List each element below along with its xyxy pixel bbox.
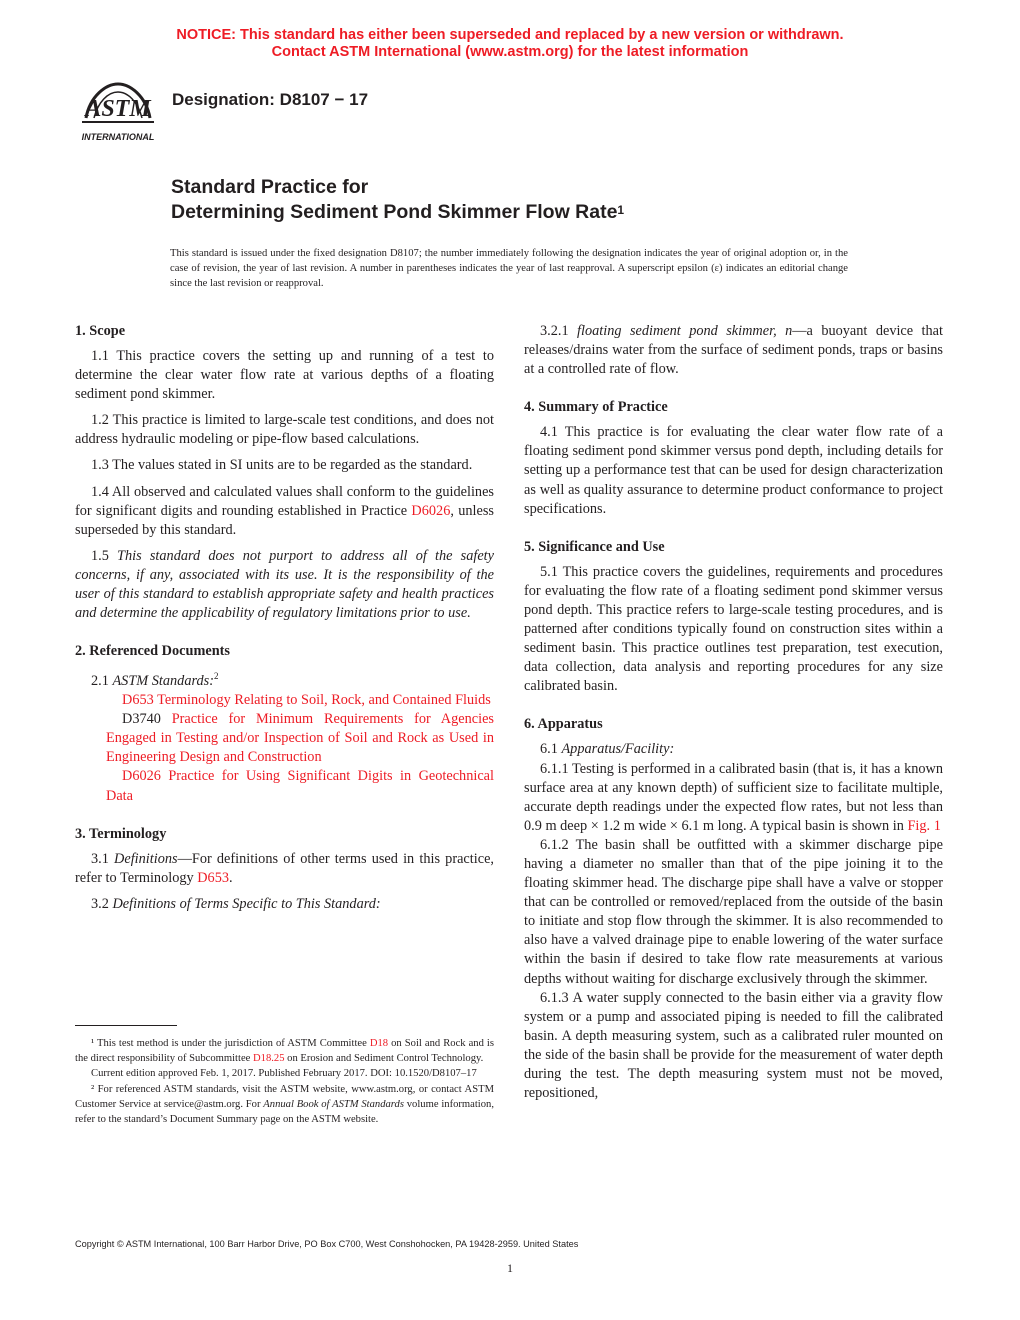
paragraph-number: 3.1 [91, 850, 115, 867]
reference-d3740 [75, 710, 494, 767]
footnote-text: ² For referenced ASTM standards, visit the ASTM website, www.astm.org, or contact ASTM Customer Service at service@astm.org. For [75, 1083, 494, 1110]
left-column [75, 322, 494, 914]
copyright: Copyright © ASTM International, 100 Barr Harbor Drive, PO Box C700, West Conshohocken, PA 19428-2959. United States [75, 1239, 579, 1249]
link-d6026[interactable]: D6026 [411, 502, 451, 519]
link-fig-1[interactable]: Fig. 1 [907, 817, 941, 834]
section-heading-referenced-documents: 2. Referenced Documents [75, 643, 230, 660]
paragraph-5-1: 5.1 This practice covers the guidelines, requirements and procedures for evaluating the flow rate of a floating sediment pond skimmer versus pond depth. This practice refers to large-scale testing procedures, and is patterned after conditions typically found on construction sites within a sediment basin. This practice outlines test preparation, test execution, data collection, data analysis and reporting procedures for any size calibrated basin. [524, 563, 943, 695]
paragraph-text: Apparatus/Facility: [561, 741, 675, 758]
paragraph-1-1: 1.1 This practice covers the setting up and running of a test to determine the clear water flow rate at various depths of a floating sediment pond skimmer. [75, 348, 494, 403]
footnote-text: on Soil and Rock and is the direct responsibility of Subcommittee [75, 1038, 494, 1065]
term: floating sediment pond skimmer, n [577, 323, 793, 339]
paragraph-1-2: 1.2 This practice is limited to large-scale test conditions, and does not address hydraulic modeling or pipe-flow based calculations. [75, 412, 494, 448]
notice-banner [0, 27, 1020, 61]
paragraph-number: 3.2.1 [540, 323, 578, 339]
section-heading-summary: 4. Summary of Practice [524, 399, 668, 416]
paragraph-1-4 [75, 483, 494, 540]
link-d653-terminology[interactable]: D653 [197, 869, 229, 886]
reference-code: D653 [122, 692, 154, 709]
paragraph-text: 1.4 All observed and calculated values shall conform to the guidelines for significant digits and rounding established in Practice [75, 483, 494, 519]
notice-line-1: NOTICE: This standard has either been superseded and replaced by a new version or withdrawn. [176, 27, 844, 43]
astm-standards-label: ASTM Standards: [112, 672, 214, 689]
link-d18[interactable]: D18 [369, 1038, 389, 1049]
paragraph-3-1 [75, 850, 494, 888]
paragraph-1-3: 1.3 The values stated in SI units are to be regarded as the standard. [91, 457, 473, 474]
paragraph-number: 2.1 [91, 672, 113, 689]
paragraph-1-5 [75, 547, 494, 623]
notice-line-2: Contact ASTM International (www.astm.org) for the latest information [271, 44, 749, 60]
paragraph-number: 6.1 [540, 741, 562, 758]
footnote-1-edition: Current edition approved Feb. 1, 2017. Published February 2017. DOI: 10.1520/D8107–17 [91, 1068, 477, 1080]
document-title [171, 175, 624, 225]
designation: Designation: D8107 − 17 [172, 90, 369, 109]
preamble: This standard is issued under the fixed designation D8107; the number immediately following the designation indicates the year of original adoption or, in the case of revision, the year of last revision. A number in parentheses indicates the year of last reapproval. A superscript epsilon (ε) indicates an editorial change since the last revision or reapproval. [170, 248, 848, 289]
reference-code: D6026 [122, 768, 161, 785]
paragraph-3-2 [75, 895, 494, 914]
paragraph-text: 6.1.1 Testing is performed in a calibrated basin (that is, it has a known surface area at any known depth) of sufficient size to facilitate multiple, accurate depth readings under the expected flow rates, but not less than 0.9 m deep × 1.2 m wide × 6.1 m long. A typical basin is shown in [524, 760, 943, 834]
reference-title: Terminology Relating to Soil, Rock, and Contained Fluids [153, 692, 491, 709]
footnote-mark-2[interactable]: 2 [214, 671, 219, 682]
paragraph-4-1: 4.1 This practice is for evaluating the clear water flow rate of a floating sediment pond skimmer versus pond depth, including details for setting up a performance test that can be used for design characterization as well as quality assurance to determine product conformance to project specifications. [524, 424, 943, 517]
astm-logo-icon [76, 78, 160, 144]
paragraph-6-1 [524, 740, 943, 759]
paragraph-text: , unless superseded by this standard. [75, 502, 494, 538]
reference-code: D3740 [122, 711, 161, 728]
title-footnote-mark[interactable]: 1 [617, 203, 625, 217]
link-d653[interactable] [122, 692, 491, 708]
section-heading-significance: 5. Significance and Use [524, 538, 665, 555]
footnote-text: on Erosion and Sediment Control Technology. [284, 1053, 484, 1065]
logo-text: ASTM [85, 96, 151, 122]
footnote-text: volume information, refer to the standard’s Document Summary page on the ASTM website. [75, 1098, 494, 1126]
title-line-2 [171, 200, 624, 225]
paragraph-2-1 [75, 667, 494, 691]
term: Definitions [114, 850, 178, 867]
footnote-1 [75, 1036, 494, 1066]
footnote-divider [75, 1025, 177, 1026]
link-d3740[interactable]: Practice for Minimum Requirements for Agencies Engaged in Testing and/or Inspection of Soil and Rock as Used in Engineering Design and Construction [106, 711, 494, 766]
title-text: Determining Sediment Pond Skimmer Flow Rate [171, 201, 618, 223]
paragraph-number: 1.5 [91, 547, 118, 564]
paragraph-text: —a buoyant device that releases/drains water from the surface of sediment ponds, traps or basins at a controlled rate of flow. [524, 323, 943, 378]
safety-caveat: This standard does not purport to address all of the safety concerns, if any, associated with its use. It is the responsibility of the user of this standard to establish appropriate safety and health practices and determine the applicability of regulatory limitations prior to use. [75, 547, 494, 622]
footnote-italic: Annual Book of ASTM Standards [263, 1098, 404, 1110]
title-line-1: Standard Practice for [171, 176, 369, 198]
paragraph-6-1-2: 6.1.2 The basin shall be outfitted with a skimmer discharge pipe having a diameter no smaller than that of the pipe joining it to the floating skimmer head. The discharge pipe shall have a valve or stopper that can be controlled or removed/replaced from the outside of the basin to initiate and stop flow through the skimmer. It is also recommended to also have a valved drainage pipe to enable lowering of the water surface within the basin if desired to take flow rate measurements at various depths without waiting for discharge exclusively through the skimmer. [524, 836, 943, 987]
section-heading-terminology: 3. Terminology [75, 825, 167, 842]
footnotes [75, 1036, 494, 1127]
page-number: 1 [507, 1261, 513, 1275]
paragraph-3-2-1 [524, 322, 943, 379]
reference-d653 [75, 691, 494, 710]
paragraph-text: —For definitions of other terms used in this practice, refer to Terminology [75, 850, 494, 886]
section-heading-scope: 1. Scope [75, 323, 126, 339]
link-d18-25[interactable]: D18.25 [253, 1053, 285, 1065]
link-d6026-ref[interactable] [106, 768, 494, 803]
paragraph-number: 3.2 [91, 895, 113, 912]
section-heading-apparatus: 6. Apparatus [524, 716, 603, 733]
paragraph-text: Definitions of Terms Specific to This Standard: [112, 895, 381, 912]
logo-subtext: INTERNATIONAL [81, 132, 155, 142]
paragraph-6-1-3: 6.1.3 A water supply connected to the basin either via a gravity flow system or a pump and associated piping is needed to fill the calibrated basin. A depth measuring system, such as a calibrated ruler mounted on the side of the basin shall be provide for the measurement of water depth during the test. The depth measuring system must not be moved, repositioned, [524, 989, 943, 1102]
reference-d6026 [75, 767, 494, 805]
right-column [524, 322, 943, 1103]
paragraph-6-1-1 [524, 760, 943, 836]
reference-title: Practice for Using Significant Digits in Geotechnical Data [106, 768, 494, 804]
paragraph-text: . [229, 869, 233, 886]
footnote-text: ¹ This test method is under the jurisdiction of ASTM Committee [91, 1038, 370, 1049]
footnote-2 [75, 1082, 494, 1128]
